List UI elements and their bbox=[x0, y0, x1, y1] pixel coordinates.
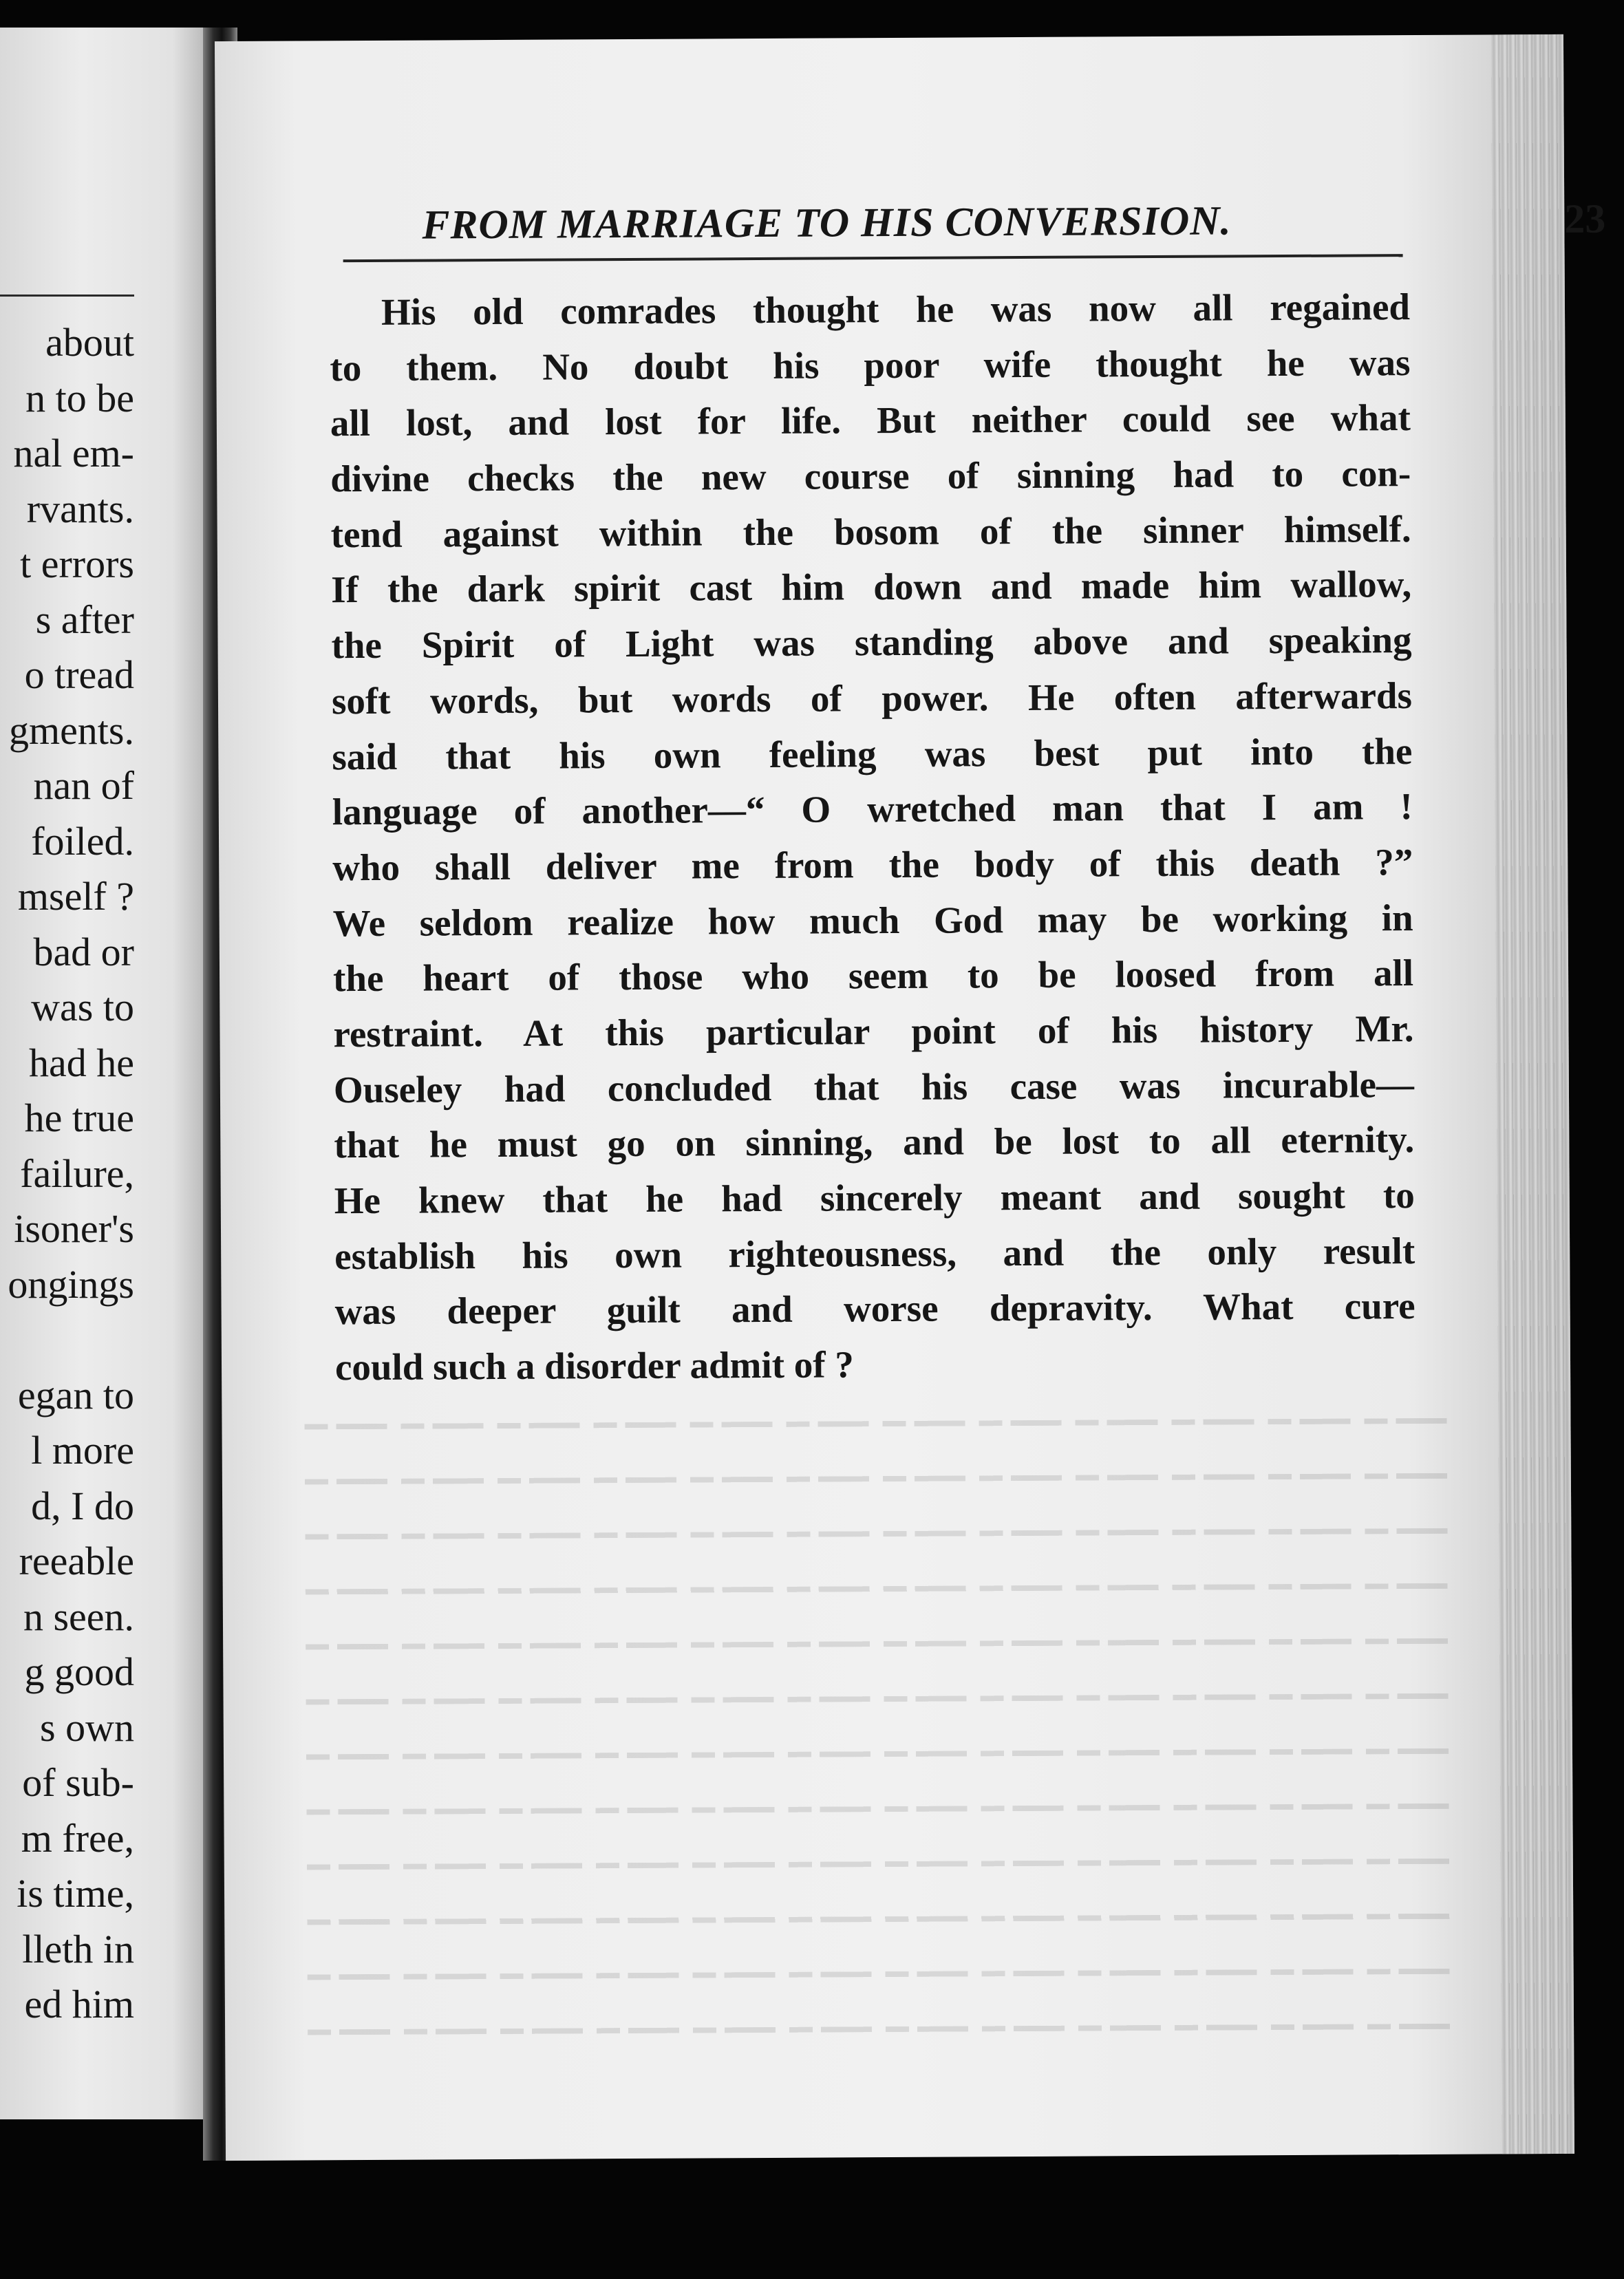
left-line: isoner's bbox=[14, 1206, 134, 1251]
left-line: lleth in bbox=[22, 1926, 134, 1971]
text-line: could such a disorder admit of ? bbox=[334, 1343, 854, 1389]
text-line: His old comrades thought he was now all regained bbox=[381, 286, 1411, 333]
left-line: o tread bbox=[24, 652, 134, 697]
left-line: g good bbox=[24, 1649, 134, 1694]
reverse-side-bleed-through bbox=[304, 1398, 1464, 2092]
text-line: said that his own feeling was best put into the bbox=[332, 729, 1413, 778]
left-line: gments. bbox=[8, 707, 134, 753]
left-paragraph-gap bbox=[0, 1312, 134, 1368]
text-line: establish his own righteousness, and the only result bbox=[334, 1229, 1415, 1277]
left-line: n seen. bbox=[23, 1594, 134, 1639]
text-line: that he must go on sinning, and be lost to all eternity. bbox=[334, 1118, 1415, 1166]
page-edge-stack bbox=[1491, 34, 1574, 2154]
left-line: l more bbox=[31, 1428, 134, 1473]
left-facing-page bbox=[0, 28, 203, 2119]
left-line: mself ? bbox=[17, 874, 134, 919]
running-head-title: FROM MARRIAGE TO HIS CONVERSION. bbox=[422, 197, 1232, 248]
text-line: who shall deliver me from the body of this death ?” bbox=[332, 840, 1413, 889]
text-line: the heart of those who seem to be loosed from all bbox=[332, 952, 1414, 1000]
text-line: tend against within the bosom of the sinner himself. bbox=[330, 507, 1411, 556]
text-line: language of another—“ O wretched man that I am ! bbox=[332, 785, 1413, 833]
left-line: foiled. bbox=[31, 818, 134, 864]
left-line: t errors bbox=[20, 542, 134, 586]
left-line: bad or bbox=[33, 929, 134, 974]
text-line: divine checks the new course of sinning had to con- bbox=[330, 452, 1411, 500]
running-head bbox=[422, 184, 1624, 259]
text-line: the Spirit of Light was standing above and speaking bbox=[331, 619, 1412, 667]
text-line: all lost, and lost for life. But neither could see what bbox=[330, 396, 1411, 445]
left-line: had he bbox=[29, 1040, 134, 1085]
text-line: restraint. At this particular point of his history Mr. bbox=[333, 1007, 1414, 1056]
left-line: about bbox=[45, 320, 134, 365]
text-line: He knew that he had sincerely meant and sought to bbox=[334, 1174, 1415, 1222]
text-line: If the dark spirit cast him down and made him wallow, bbox=[330, 563, 1412, 611]
left-line: reeable bbox=[19, 1539, 134, 1583]
left-line: s after bbox=[35, 597, 134, 642]
left-line: failure, bbox=[20, 1151, 134, 1196]
left-line: nal em- bbox=[13, 431, 134, 475]
left-line: he true bbox=[24, 1095, 134, 1140]
text-line: was deeper guilt and worse depravity. What cure bbox=[334, 1285, 1415, 1333]
left-line: is time, bbox=[17, 1871, 134, 1916]
text-line: We seldom realize how much God may be working in bbox=[332, 896, 1413, 944]
body-paragraph bbox=[330, 279, 1415, 1395]
left-line: rvants. bbox=[26, 486, 134, 531]
left-line: egan to bbox=[17, 1372, 134, 1417]
text-line: Ouseley had concluded that his case was incurable— bbox=[333, 1062, 1415, 1111]
left-page-header-rule bbox=[0, 295, 134, 297]
right-page bbox=[215, 34, 1606, 2161]
text-line: to them. No doubt his poor wife thought he was bbox=[330, 341, 1411, 389]
left-line: nan of bbox=[33, 763, 134, 808]
left-line: s own bbox=[40, 1704, 134, 1750]
left-line: was to bbox=[31, 985, 134, 1029]
left-page-text-fragments bbox=[0, 315, 134, 2033]
left-line: n to be bbox=[25, 375, 134, 420]
left-line: ed him bbox=[24, 1982, 134, 2026]
left-line: d, I do bbox=[31, 1483, 134, 1528]
text-line: soft words, but words of power. He often afterwards bbox=[331, 674, 1413, 723]
page-number: 23 bbox=[1564, 195, 1606, 242]
left-line: of sub- bbox=[22, 1760, 134, 1805]
left-line: ongings bbox=[8, 1261, 134, 1307]
left-line: m free, bbox=[21, 1815, 134, 1861]
